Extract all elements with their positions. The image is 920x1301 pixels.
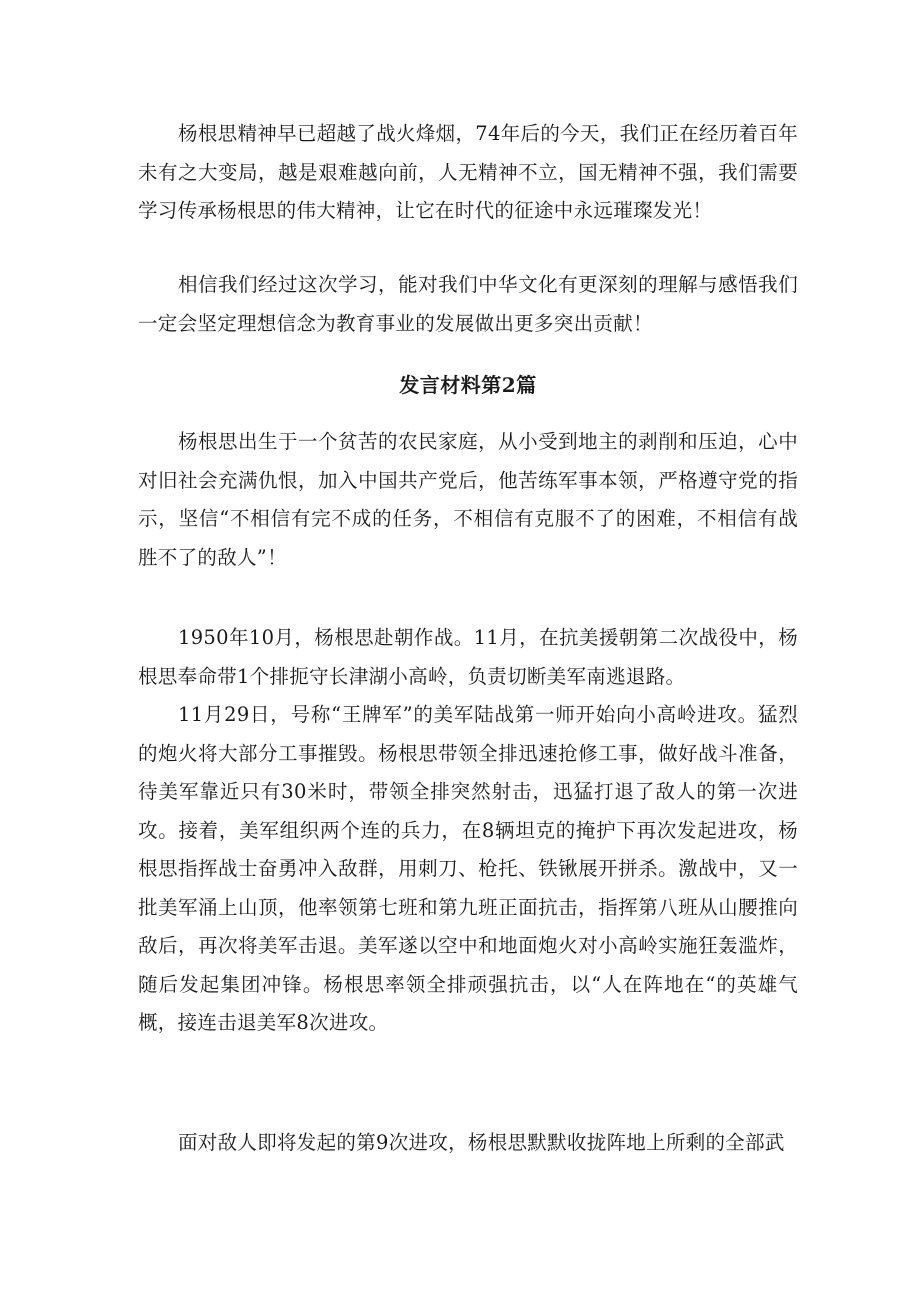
paragraph-spirit-legacy: 杨根思精神早已超越了战火烽烟，74年后的今天，我们正在经历着百年未有之大变局，越是艰难越向前，人无精神不立，国无精神不强，我们需要学习传承杨根思的伟大精神，让它在时代的征途中永远璀璨发光！ [138, 122, 798, 222]
paragraph-background: 杨根思出生于一个贫苦的农民家庭，从小受到地主的剥削和压迫，心中对旧社会充满仇恨，加入中国共产党后，他苦练军事本领，严格遵守党的指示，坚信“不相信有完不成的任务，不相信有克服不了的困难，不相信有战胜不了的敌人”！ [138, 430, 798, 569]
section-heading: 发言材料第2篇 [399, 373, 537, 397]
paragraph-study-conclusion: 相信我们经过这次学习，能对我们中华文化有更深刻的理解与感悟我们一定会坚定理想信念为教育事业的发展做出更多突出贡献！ [138, 273, 798, 335]
paragraph-korea-deployment: 1950年10月，杨根思赴朝作战。11月，在抗美援朝第二次战役中，杨根思奉命带1个排扼守长津湖小高岭，负责切断美军南逃退路。 [138, 626, 798, 688]
paragraph-ninth-attack: 面对敌人即将发起的第9次进攻，杨根思默默收拢阵地上所剩的全部武 [178, 1131, 785, 1154]
paragraph-battle-account: 11月29日，号称“王牌军”的美军陆战第一师开始向小高岭进攻。猛烈的炮火将大部分工事摧毁。杨根思带领全排迅速抢修工事，做好战斗准备，待美军靠近只有30米时，带领全排突然射击，迅猛打退了敌人的第一次进攻。接着，美军组织两个连的兵力，在8辆坦克的掩护下再次发起进攻，杨根思指挥战士奋勇冲入敌群，用刺刀、枪托、铁锹展开拼杀。激战中，又一批美军涌上山顶，他率领第七班和第九班正面抗击，指挥第八班从山腰推向敌后，再次将美军击退。美军遂以空中和地面炮火对小高岭实施狂轰滥炸，随后发起集团冲锋。杨根思率领全排顽强抗击，以“人在阵地在“的英雄气概，接连击退美军8次进攻。 [138, 703, 798, 1034]
